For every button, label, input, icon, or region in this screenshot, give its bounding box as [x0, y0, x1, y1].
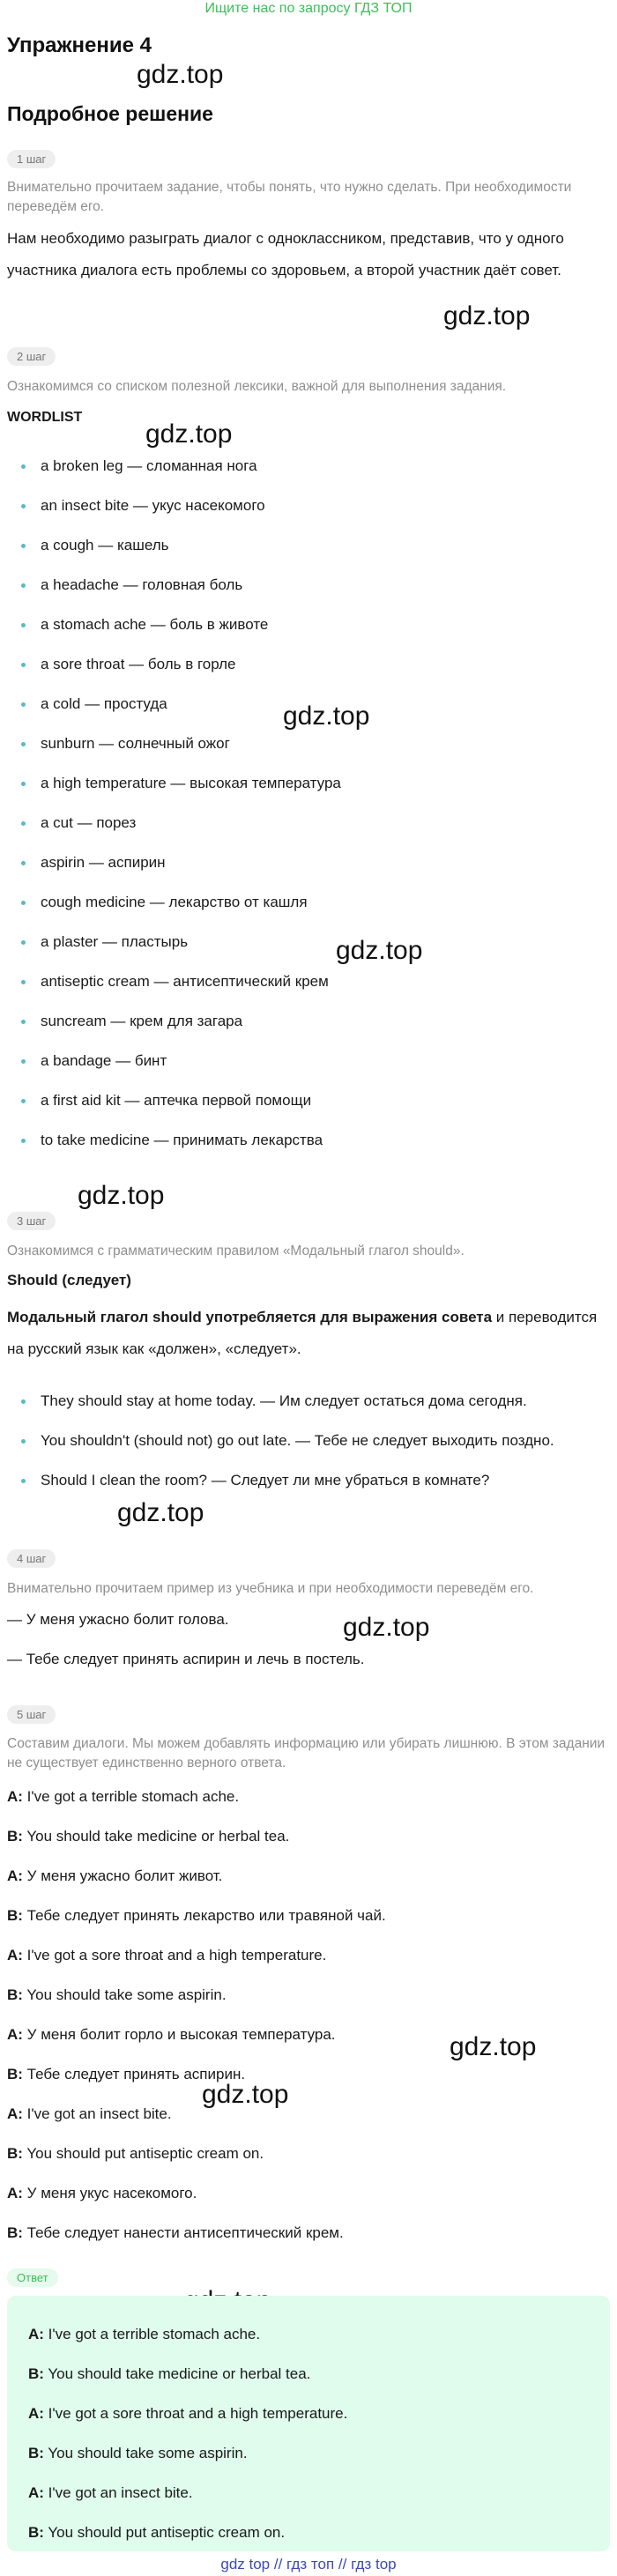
list-item: sunburn — солнечный ожог — [0, 731, 617, 770]
bullet-icon — [21, 544, 26, 548]
list-item: You shouldn't (should not) go out late. — Тебе не следует выходить поздно. — [0, 1428, 617, 1467]
example-line: — Тебе следует принять аспирин и лечь в постель. — [7, 1651, 365, 1667]
list-item: a cold — простуда — [0, 691, 617, 731]
bullet-icon — [21, 1059, 26, 1064]
list-item: a first aid kit — аптечка первой помощи — [0, 1088, 617, 1127]
dialogue-line: B: You should take some aspirin. — [7, 1986, 227, 2003]
bullet-icon — [21, 663, 26, 667]
footer-link[interactable]: гдз top — [351, 2556, 397, 2572]
bullet-icon — [21, 901, 26, 905]
bullet-icon — [21, 1439, 26, 1444]
list-item: a headache — головная боль — [0, 572, 617, 612]
watermark: gdz.top — [78, 1181, 165, 1210]
step-badge: 2 шаг — [7, 347, 56, 366]
list-item: an insect bite — укус насекомого — [0, 493, 617, 532]
bullet-icon — [21, 583, 26, 588]
dialogue-line: A: У меня болит горло и высокая температура. — [7, 2026, 336, 2043]
rule-text: Модальный глагол should употребляется для выражения совета и переводится на русский язык как «должен», «следует». — [7, 1309, 598, 1357]
bullet-icon — [21, 1139, 26, 1143]
bullet-icon — [21, 1479, 26, 1483]
dialogue-line: B: You should put antiseptic cream on. — [7, 2145, 264, 2162]
list-item: They should stay at home today. — Им следует остаться дома сегодня. — [0, 1388, 617, 1428]
list-item: a broken leg — сломанная нога — [0, 453, 617, 493]
step-description: Внимательно прочитаем задание, чтобы понять, что нужно сделать. При необходимости переведём его. — [7, 180, 572, 214]
watermark: gdz.top — [145, 419, 233, 449]
bullet-icon — [21, 504, 26, 509]
watermark: gdz.top — [117, 1498, 204, 1527]
promo-banner[interactable]: Ищите нас по запросу ГДЗ ТОП — [204, 1, 413, 16]
step-badge: 4 шаг — [7, 1549, 56, 1568]
watermark: gdz.top — [450, 2032, 537, 2061]
list-item: Should I clean the room? — Следует ли мне убраться в комнате? — [0, 1467, 617, 1507]
example-line: — У меня ужасно болит голова. — [7, 1611, 229, 1628]
list-item: a high temperature — высокая температура — [0, 770, 617, 810]
footer-link[interactable]: gdz top — [220, 2556, 271, 2572]
list-item: cough medicine — лекарство от кашля — [0, 889, 617, 929]
list-item: a cough — кашель — [0, 532, 617, 572]
wordlist — [0, 453, 617, 1167]
dialogue-line: A: I've got an insect bite. — [7, 2105, 172, 2122]
bullet-icon — [21, 782, 26, 786]
list-item: antiseptic cream — антисептический крем — [0, 969, 617, 1008]
dialogue-line: A: У меня укус насекомого. — [7, 2185, 197, 2201]
watermark: gdz.top — [202, 2080, 289, 2109]
bullet-icon — [21, 821, 26, 826]
bullet-icon — [21, 1099, 26, 1103]
step-description: Ознакомимся со списком полезной лексики, важной для выполнения задания. — [7, 379, 507, 394]
watermark: gdz.top — [336, 936, 423, 965]
step-description: Ознакомимся с грамматическим правилом «Модальный глагол should». — [7, 1243, 465, 1258]
bullet-icon — [21, 742, 26, 746]
list-item: a plaster — пластырь — [0, 929, 617, 969]
bullet-icon — [21, 940, 26, 945]
answer-line: B: You should take some aspirin. — [28, 2445, 248, 2461]
rule-heading: Should (следует) — [7, 1272, 131, 1288]
list-item: aspirin — аспирин — [0, 850, 617, 889]
bullet-icon — [21, 623, 26, 627]
bullet-icon — [21, 464, 26, 469]
list-item: a stomach ache — боль в животе — [0, 612, 617, 651]
bullet-icon — [21, 1020, 26, 1024]
examples-list — [0, 1388, 617, 1507]
answer-badge: Ответ — [7, 2268, 58, 2287]
step-description: Составим диалоги. Мы можем добавлять информацию или убирать лишнюю. В этом задании не существует единственно верного ответа. — [7, 1736, 606, 1771]
answer-line: B: You should put antiseptic cream on. — [28, 2524, 286, 2541]
watermark: gdz.top — [443, 301, 531, 330]
dialogue-line: B: Тебе следует нанести антисептический крем. — [7, 2224, 344, 2241]
watermark: gdz.top — [283, 702, 370, 731]
step-description: Внимательно прочитаем пример из учебника и при необходимости переведём его. — [7, 1581, 534, 1596]
footer-separator: // — [338, 2556, 347, 2572]
step-text: Нам необходимо разыграть диалог с одноклассником, представив, что у одного участника диалога есть проблемы со здоровьем, а второй участник даёт совет. — [7, 230, 564, 278]
wordlist-heading: WORDLIST — [7, 410, 83, 425]
list-item: a sore throat — боль в горле — [0, 651, 617, 691]
answer-line: A: I've got an insect bite. — [28, 2484, 193, 2501]
bullet-icon — [21, 702, 26, 707]
list-item: a bandage — бинт — [0, 1048, 617, 1088]
dialogue-line: B: You should take medicine or herbal tea. — [7, 1828, 290, 1845]
watermark: gdz.top — [343, 1613, 430, 1642]
section-title: Подробное решение — [7, 102, 213, 125]
page-title: Упражнение 4 — [7, 33, 152, 57]
list-item: to take medicine — принимать лекарства — [0, 1127, 617, 1167]
answer-line: A: I've got a sore throat and a high temperature. — [28, 2405, 348, 2422]
step-badge: 1 шаг — [7, 150, 56, 168]
bullet-icon — [21, 1399, 26, 1404]
bullet-icon — [21, 980, 26, 984]
dialogue-line: A: I've got a terrible stomach ache. — [7, 1788, 240, 1805]
answer-box — [7, 2296, 610, 2551]
dialogue-line: B: Тебе следует принять лекарство или травяной чай. — [7, 1907, 386, 1924]
footer-link[interactable]: гдз топ — [286, 2556, 335, 2572]
dialogue-line: B: Тебе следует принять аспирин. — [7, 2066, 246, 2082]
step-badge: 3 шаг — [7, 1212, 56, 1230]
answer-line: A: I've got a terrible stomach ache. — [28, 2326, 261, 2342]
dialogue-line: A: I've got a sore throat and a high temperature. — [7, 1947, 327, 1964]
bullet-icon — [21, 861, 26, 865]
dialogue-line: A: У меня ужасно болит живот. — [7, 1867, 223, 1884]
answer-line: B: You should take medicine or herbal tea. — [28, 2365, 311, 2382]
footer-links — [0, 2552, 617, 2576]
list-item: a cut — порез — [0, 810, 617, 850]
list-item: suncream — крем для загара — [0, 1008, 617, 1048]
watermark: gdz.top — [137, 60, 224, 89]
step-badge: 5 шаг — [7, 1705, 56, 1724]
footer-separator: // — [273, 2556, 283, 2572]
